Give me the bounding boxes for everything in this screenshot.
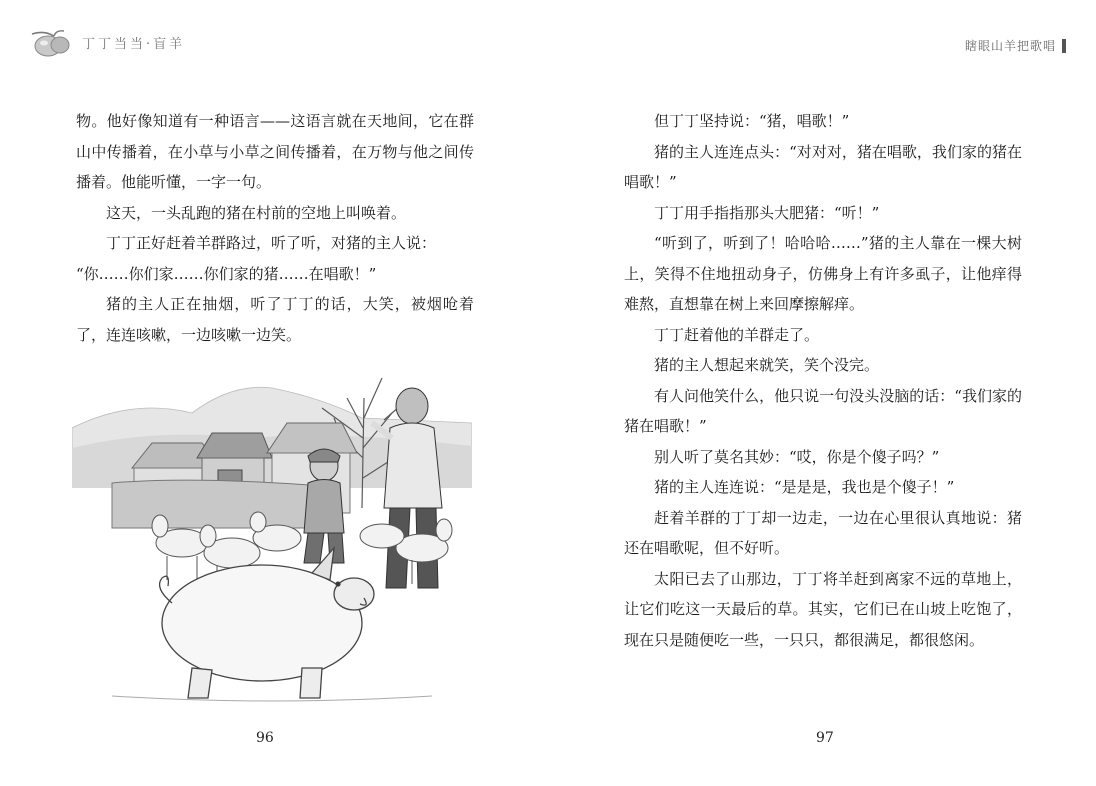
paragraph: 猪的主人想起来就笑，笑个没完。	[654, 356, 880, 374]
paragraph: 但丁丁坚持说：“猪，唱歌！”	[654, 112, 850, 130]
paragraph: “你……你们家……你们家的猪……在唱歌！”	[76, 264, 377, 283]
pencil-sketch-illustration	[72, 358, 472, 710]
page-number-left: 96	[256, 730, 274, 746]
series-title: 丁丁当当·盲羊	[82, 36, 186, 52]
header-marker-bar	[1062, 39, 1066, 53]
paragraph: 猪的主人连连点头：“对对对，猪在唱歌，我们家的猪在唱歌！”	[624, 142, 1022, 191]
page-number-right: 97	[816, 730, 834, 746]
paragraph: 别人听了莫名其妙：“哎，你是个傻子吗？”	[654, 447, 940, 466]
paragraph: 这天，一头乱跑的猪在村前的空地上叫唤着。	[106, 203, 407, 222]
right-body-text	[624, 106, 1022, 655]
right-page	[548, 0, 1096, 786]
left-body-text	[76, 106, 474, 350]
running-header-right	[965, 37, 1066, 54]
paragraph: 丁丁用手指指那头大肥猪：“听！”	[654, 203, 880, 222]
paragraph: 太阳已去了山那边，丁丁将羊赶到离家不远的草地上，让它们吃这一天最后的草。其实，它们已在山坡上吃饱了，现在只是随便吃一些，一只只，都很满足，都很悠闲。	[624, 569, 1022, 649]
paragraph: 物。他好像知道有一种语言——这语言就在天地间，它在群山中传播着，在小草与小草之间传播着，在万物与他之间传播着。他能听懂，一字一句。	[76, 112, 474, 191]
paragraph: 猪的主人连连说：“是是是，我也是个傻子！”	[654, 478, 955, 496]
paragraph: 丁丁正好赶着羊群路过，听了听，对猪的主人说：	[106, 234, 437, 252]
fruit-logo-icon	[28, 26, 76, 58]
paragraph: 有人问他笑什么，他只说一句没头没脑的话：“我们家的猪在唱歌！”	[624, 386, 1022, 435]
paragraph: “听到了，听到了！哈哈哈……”猪的主人靠在一棵大树上，笑得不住地扭动身子，仿佛身上有许多虱子，让他痒得难熬，直想靠在树上来回摩擦解痒。	[624, 234, 1022, 313]
paragraph: 猪的主人正在抽烟，听了丁丁的话，大笑，被烟呛着了，连连咳嗽，一边咳嗽一边笑。	[76, 295, 474, 344]
paragraph: 丁丁赶着他的羊群走了。	[654, 325, 820, 344]
paragraph: 赶着羊群的丁丁却一边走，一边在心里很认真地说：猪还在唱歌呢，但不好听。	[624, 508, 1022, 557]
chapter-title: 瞎眼山羊把歌唱	[964, 39, 1056, 53]
running-header-left	[28, 26, 185, 58]
